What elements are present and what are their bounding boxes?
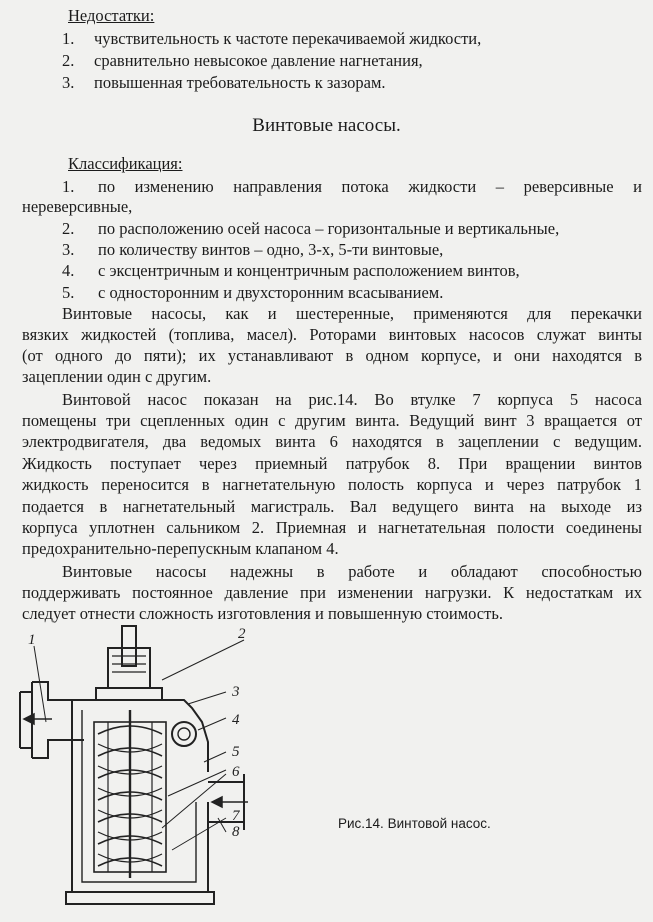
classification-heading: Классификация: — [68, 154, 183, 173]
paragraph-line: электродвигателя, два ведомых винта 6 находятся в зацеплении с ведущим. — [22, 432, 642, 451]
paragraph-line: Винтовой насос показан на рис.14. Во втулке 7 корпуса 5 насоса — [62, 390, 642, 409]
classification-item: по расположению осей насоса – горизонтальные и вертикальные, — [98, 219, 560, 238]
section-title: Винтовые насосы. — [252, 115, 401, 136]
classification-number: 5. — [62, 283, 75, 302]
gland-housing — [108, 648, 150, 688]
classification-item-cont: нереверсивные, — [22, 197, 133, 216]
paragraph-line: следует отнести сложность изготовления и повышенную стоимость. — [22, 604, 503, 623]
gland-flange — [96, 688, 162, 700]
paragraph-line: Жидкость поступает через приемный патрубок 8. При вращении винтов — [22, 454, 642, 473]
paragraph-line: предохранительно-перепускным клапаном 4. — [22, 539, 339, 558]
paragraph-line: зацеплении один с другим. — [22, 367, 212, 386]
callout-5: 5 — [232, 744, 240, 760]
classification-item: по изменению направления потока жидкости – реверсивные и — [98, 177, 642, 196]
classification-item: с односторонним и двухсторонним всасыванием. — [98, 283, 444, 302]
classification-number: 3. — [62, 240, 75, 259]
paragraph-line: Винтовые насосы, как и шестеренные, применяются для перекачки — [62, 304, 642, 323]
paragraph-line: поддерживать постоянное давление при изменении нагрузки. К недостаткам их — [22, 583, 642, 602]
paragraph-line: Винтовые насосы надежны в работе и обладают способностью — [62, 562, 642, 581]
paragraph-line: вязких жидкостей (топлива, масел). Роторами винтовых насосов служат винты — [22, 325, 642, 344]
gland-packing — [112, 656, 146, 672]
callout-2: 2 — [238, 626, 246, 642]
drive-shaft — [122, 626, 136, 666]
drawbacks-item: чувствительность к частоте перекачиваемой жидкости, — [94, 29, 482, 48]
screw-pump-drawing — [12, 622, 252, 918]
inlet-arrowhead — [212, 797, 222, 807]
relief-valve — [172, 722, 196, 746]
callout-6: 6 — [232, 764, 240, 780]
pump-base — [66, 892, 214, 904]
classification-number: 1. — [62, 177, 75, 196]
classification-number: 4. — [62, 261, 75, 280]
callout-4: 4 — [232, 712, 240, 728]
paragraph-line: (от одного до пяти); их устанавливают в одном корпусе, и они находятся в — [22, 346, 642, 365]
callout-1: 1 — [28, 632, 36, 648]
drawbacks-item: повышенная требовательность к зазорам. — [94, 73, 386, 92]
callout-3: 3 — [232, 684, 240, 700]
drawbacks-heading: Недостатки: — [68, 6, 155, 25]
figure-caption: Рис.14. Винтовой насос. — [338, 816, 491, 831]
callout-8: 8 — [232, 824, 240, 840]
paragraph-line: жидкость переносится в нагнетательную полость корпуса и через патрубок 1 — [22, 475, 642, 494]
outlet-arrowhead — [24, 714, 34, 724]
classification-number: 2. — [62, 219, 75, 238]
paragraph-line: подается в нагнетательный магистраль. Вал ведущего винта на выходе из — [22, 497, 642, 516]
paragraph-line: помещены три сцепленных один с другим винта. Ведущий винт 3 вращается от — [22, 411, 642, 430]
drawbacks-item: сравнительно невысокое давление нагнетания, — [94, 51, 423, 70]
callout-7: 7 — [232, 808, 240, 824]
relief-valve-core — [178, 728, 190, 740]
drawbacks-number: 3. — [62, 73, 75, 92]
classification-item: с эксцентричным и концентричным расположением винтов, — [98, 261, 520, 280]
drawbacks-number: 2. — [62, 51, 75, 70]
drawbacks-number: 1. — [62, 29, 75, 48]
classification-item: по количеству винтов – одно, 3-х, 5-ти винтовые, — [98, 240, 444, 259]
paragraph-line: корпуса уплотнен сальником 2. Приемная и нагнетательная полости соединены — [22, 518, 642, 537]
